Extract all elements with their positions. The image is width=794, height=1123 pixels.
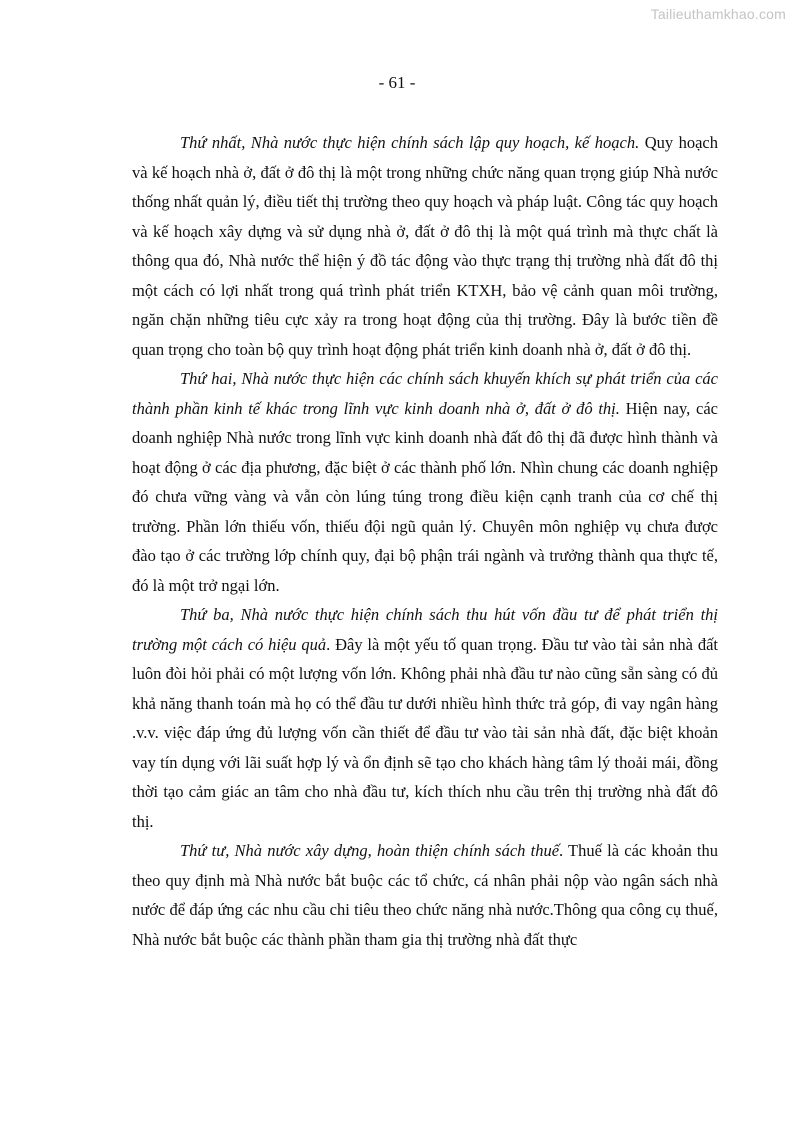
paragraph-2-lead: Thứ hai, Nhà nước thực hiện các chính sách khuyến khích sự phát triển của các thành phần kinh tế khác trong lĩnh vực kinh doanh nhà ở, đất ở đô thị. — [132, 369, 718, 418]
paragraph-2 — [132, 364, 718, 600]
paragraph-2-body: Hiện nay, các doanh nghiệp Nhà nước trong lĩnh vực kinh doanh nhà đất đô thị đã được hình thành và hoạt động ở các địa phương, đặc biệt ở các thành phố lớn. Nhìn chung các doanh nghiệp đó chưa vững vàng và vẫn còn lúng túng trong điều kiện cạnh tranh của cơ chế thị trường. Phần lớn thiếu vốn, thiếu đội ngũ quản lý. Chuyên môn nghiệp vụ chưa được đào tạo ở các trường lớp chính quy, đại bộ phận trái ngành và trưởng thành qua thực tế, đó là một trở ngại lớn. — [132, 398, 718, 595]
document-body — [132, 128, 718, 954]
paragraph-4 — [132, 836, 718, 954]
paragraph-3-lead: Thứ ba, Nhà nước thực hiện chính sách thu hút vốn đầu tư để phát triển thị trường một cách có hiệu quả — [132, 605, 718, 654]
paragraph-4-body: . Thuế là các khoản thu theo quy định mà Nhà nước bắt buộc các tổ chức, cá nhân phải nộp vào ngân sách nhà nước để đáp ứng các nhu cầu chi tiêu theo chức năng nhà nước.Thông qua công cụ thuế, Nhà nước bắt buộc các thành phần tham gia thị trường nhà đất thực — [132, 841, 719, 949]
paragraph-1 — [132, 128, 718, 364]
paragraph-4-lead: Thứ tư, Nhà nước xây dựng, hoàn thiện chính sách thuế — [180, 841, 560, 860]
paragraph-3-body: . Đây là một yếu tố quan trọng. Đầu tư vào tài sản nhà đất luôn đòi hỏi phải có một lượng vốn lớn. Không phải nhà đầu tư nào cũng sẵn sàng có đủ khả năng thanh toán mà họ có thể đầu tư dưới nhiều hình thức trả góp, đi vay ngân hàng .v.v. việc đáp ứng đủ lượng vốn cần thiết để đầu tư vào tài sản nhà đất, đặc biệt khoản vay tín dụng với lãi suất hợp lý và ổn định sẽ tạo cho khách hàng tâm lý thoải mái, đồng thời tạo cảm giác an tâm cho nhà đầu tư, kích thích nhu cầu trên thị trường nhà đất đô thị. — [132, 634, 718, 831]
watermark: Tailieuthamkhao.com — [650, 6, 786, 22]
paragraph-3 — [132, 600, 718, 836]
paragraph-1-lead: Thứ nhất, Nhà nước thực hiện chính sách lập quy hoạch, kế hoạch. — [180, 133, 640, 152]
page-number: - 61 - — [378, 73, 416, 92]
paragraph-1-body: Quy hoạch và kế hoạch nhà ở, đất ở đô thị là một trong những chức năng quan trọng giúp Nhà nước thống nhất quản lý, điều tiết thị trường theo quy hoạch và pháp luật. Công tác quy hoạch và kế hoạch xây dựng và sử dụng nhà ở, đất ở đô thị là một quá trình mà thực chất là thông qua đó, Nhà nước thể hiện ý đồ tác động vào thực trạng thị trường nhà đất đô thị một cách có lợi nhất trong quá trình phát triển KTXH, bảo vệ cảnh quan môi trường, ngăn chặn những tiêu cực xảy ra trong hoạt động của thị trường. Đây là bước tiền đề quan trọng cho toàn bộ quy trình hoạt động phát triển kinh doanh nhà ở, đất ở đô thị. — [132, 133, 718, 359]
